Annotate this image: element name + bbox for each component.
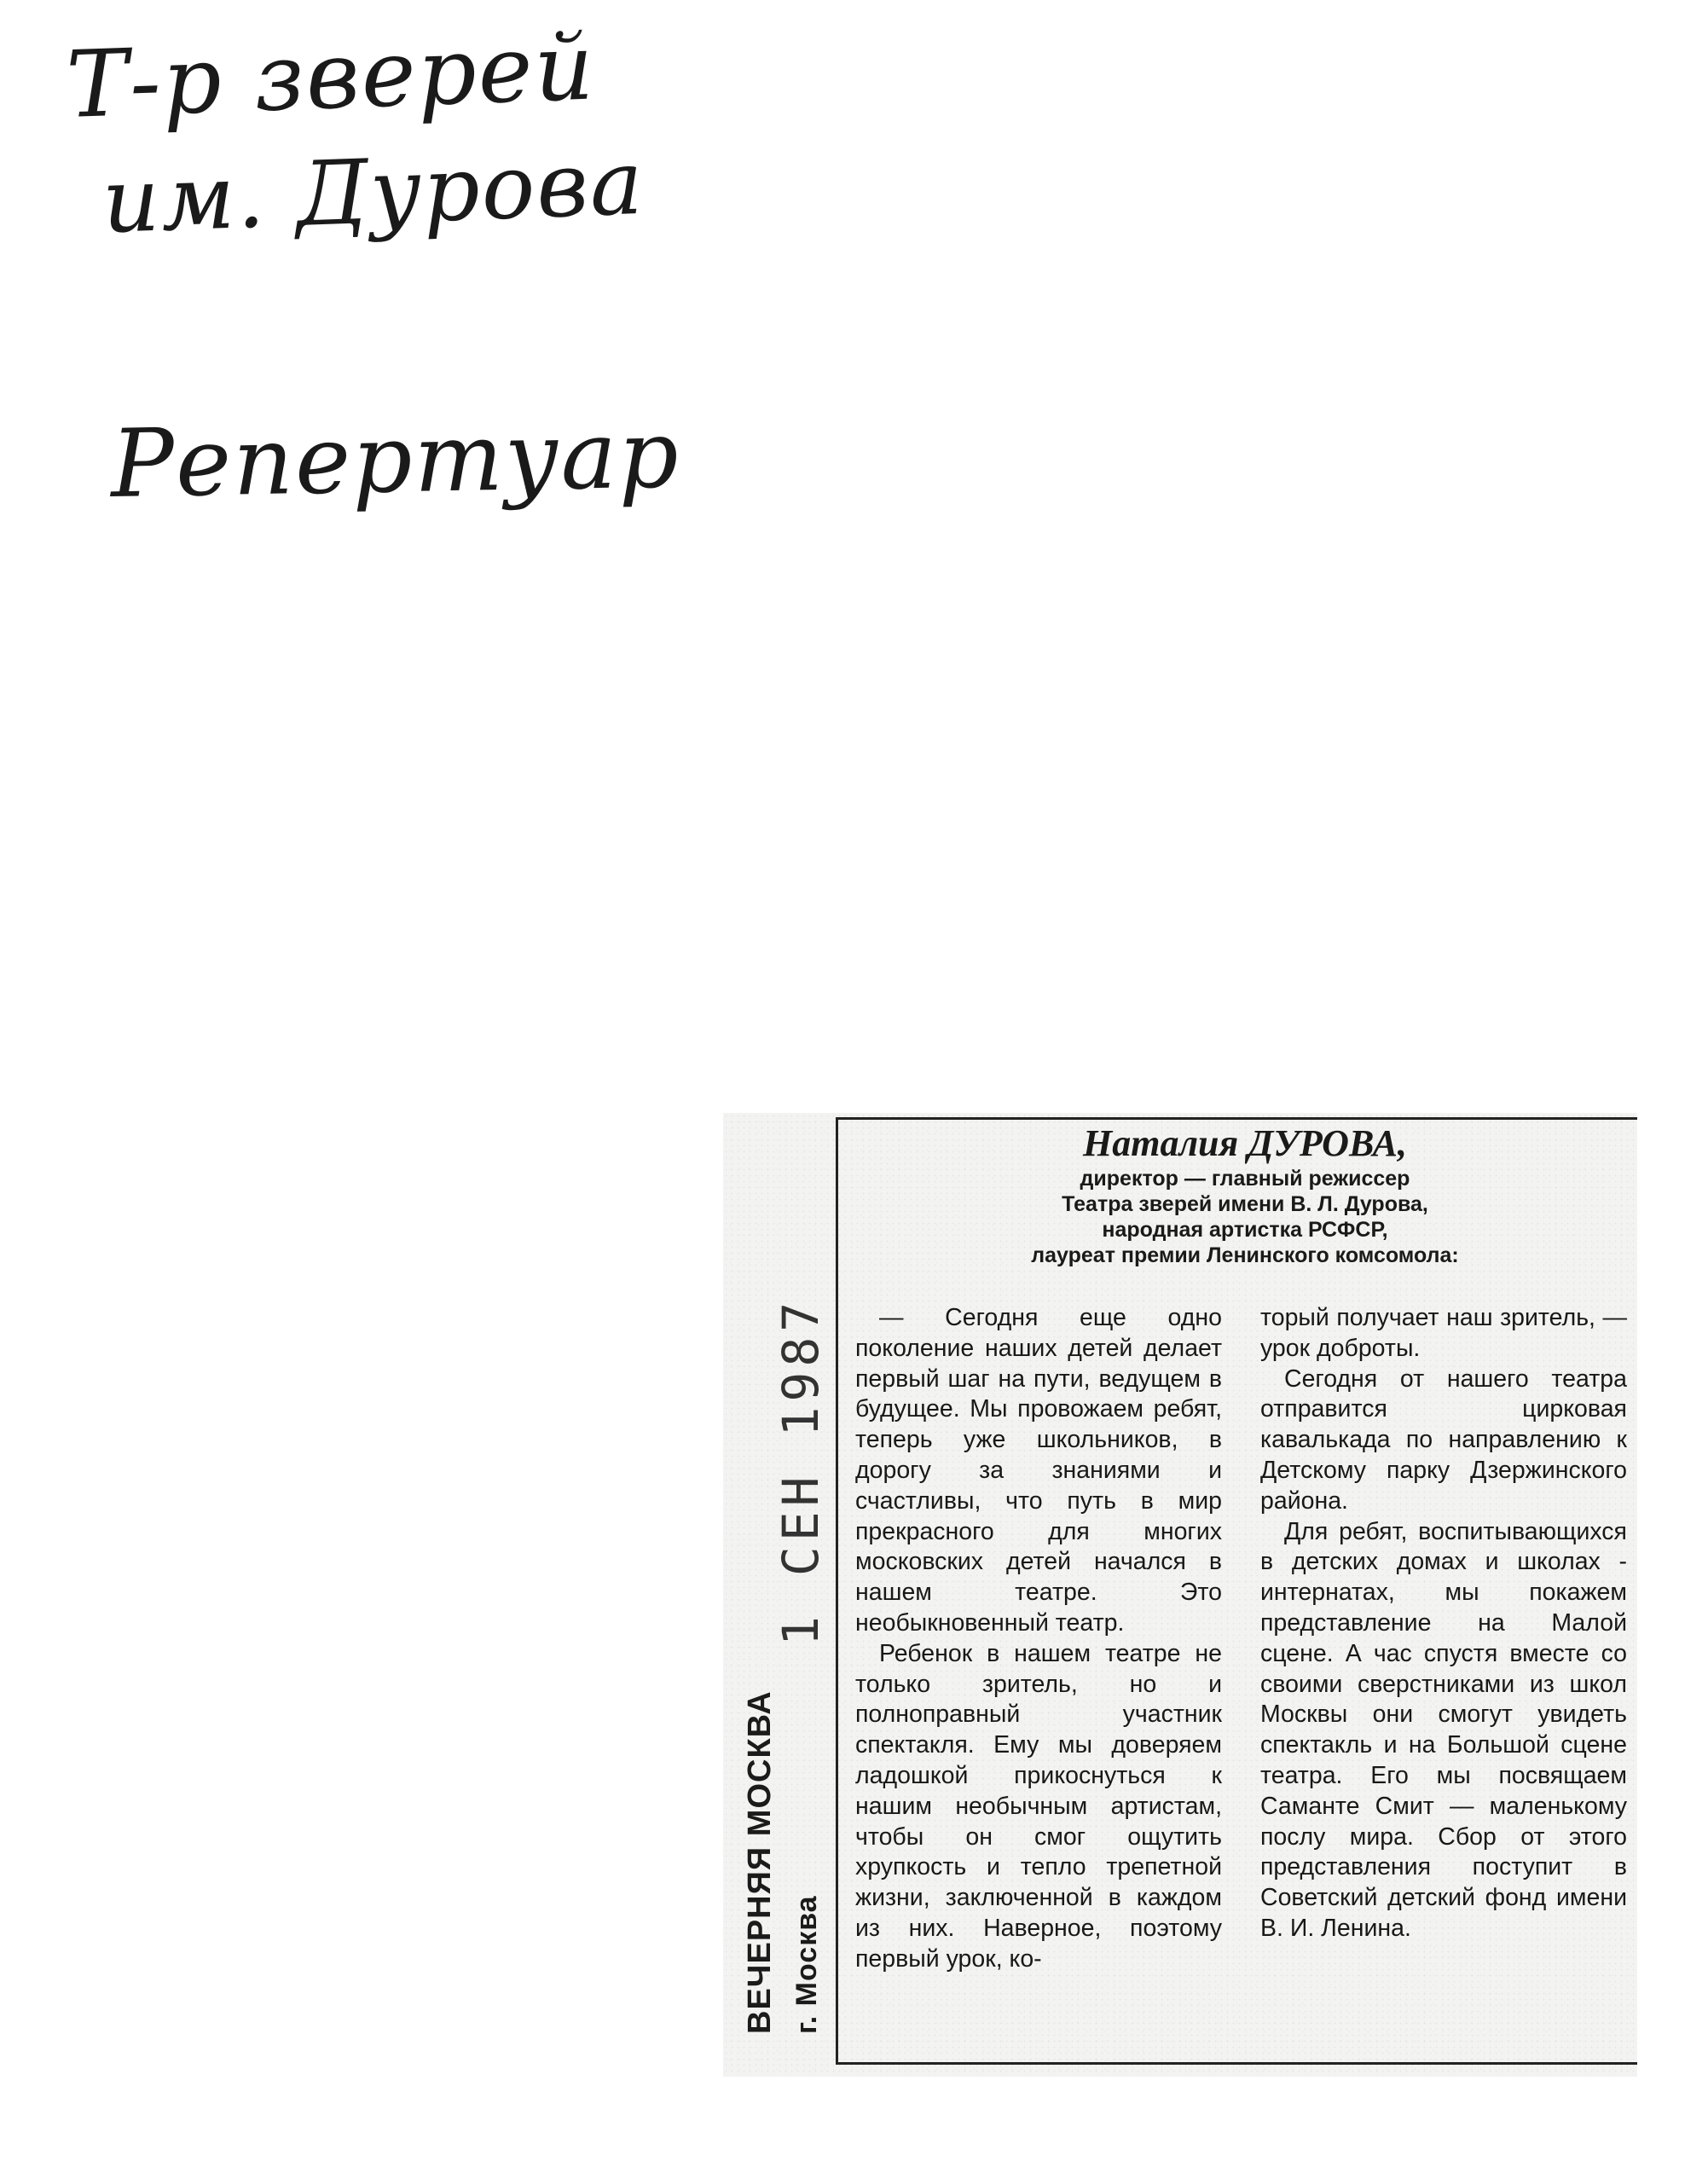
article-column-left — [855, 1303, 1222, 1975]
author-credit-1: директор — главный режиссер — [1080, 1167, 1410, 1191]
clipping-top-rule — [836, 1117, 1637, 1120]
paragraph: Ребенок в нашем театре не только зритель, но и полноправный участник спектакля. Ему мы доверяем ладошкой прикоснуться к нашим необычным артистам, чтобы он смог ощутить хрупкость и тепло трепетной жизни, заключенной в каждом из них. Наверное, поэтому первый урок, ко- — [855, 1639, 1222, 1973]
paragraph: — Сегодня еще одно поколение наших детей делает первый шаг на пути, ведущем в будущее. Мы провожаем ребят, теперь уже школьников, в дорогу за знаниями и счастливы, что путь в мир прекрасного для многих московских детей начался в нашем театре. Это необыкновенный театр. — [855, 1304, 1222, 1637]
article-header — [853, 1121, 1637, 1268]
paragraph: Сегодня от нашего театра отправится цирковая кавалькада по направлению к Детскому парку Дзержинского района. — [1260, 1365, 1627, 1515]
paragraph: торый получает наш зритель, — урок доброты. — [1260, 1304, 1627, 1362]
source-stamp — [742, 1690, 824, 2034]
author-credit-4: лауреат премии Ленинского комсомола: — [1031, 1243, 1459, 1267]
newspaper-name: ВЕЧЕРНЯЯ МОСКВА — [742, 1690, 778, 2034]
paragraph: Для ребят, воспитывающихся в детских домах и школах - интернатах, мы покажем представление на Малой сцене. А час спустя вместе со своими сверстниками из школ Москвы они смогут увидеть спектакль и на Большой сцене театра. Его мы посвящаем Саманте Смит — маленькому послу мира. Сбор от этого представления поступит в Советский детский фонд имени В. И. Ленина. — [1260, 1517, 1627, 1942]
date-stamp: 1 СЕН 1987 — [772, 1296, 830, 1646]
clipping-bottom-rule — [836, 2062, 1637, 2065]
article-column-right — [1260, 1303, 1627, 1944]
author-credit-3: народная артистка РСФСР, — [1102, 1218, 1388, 1242]
handwritten-note-line-3: Репертуар — [109, 399, 681, 519]
author-credit-2: Театра зверей имени В. Л. Дурова, — [1062, 1192, 1428, 1216]
author-name: Наталия ДУРОВА, — [1083, 1122, 1407, 1164]
clipping-left-rule — [836, 1117, 838, 2064]
newspaper-city: г. Москва — [790, 1895, 823, 2034]
handwritten-note-line-2: им. Дурова — [100, 130, 646, 253]
handwritten-note-line-1: Т-р зверей — [64, 14, 598, 139]
